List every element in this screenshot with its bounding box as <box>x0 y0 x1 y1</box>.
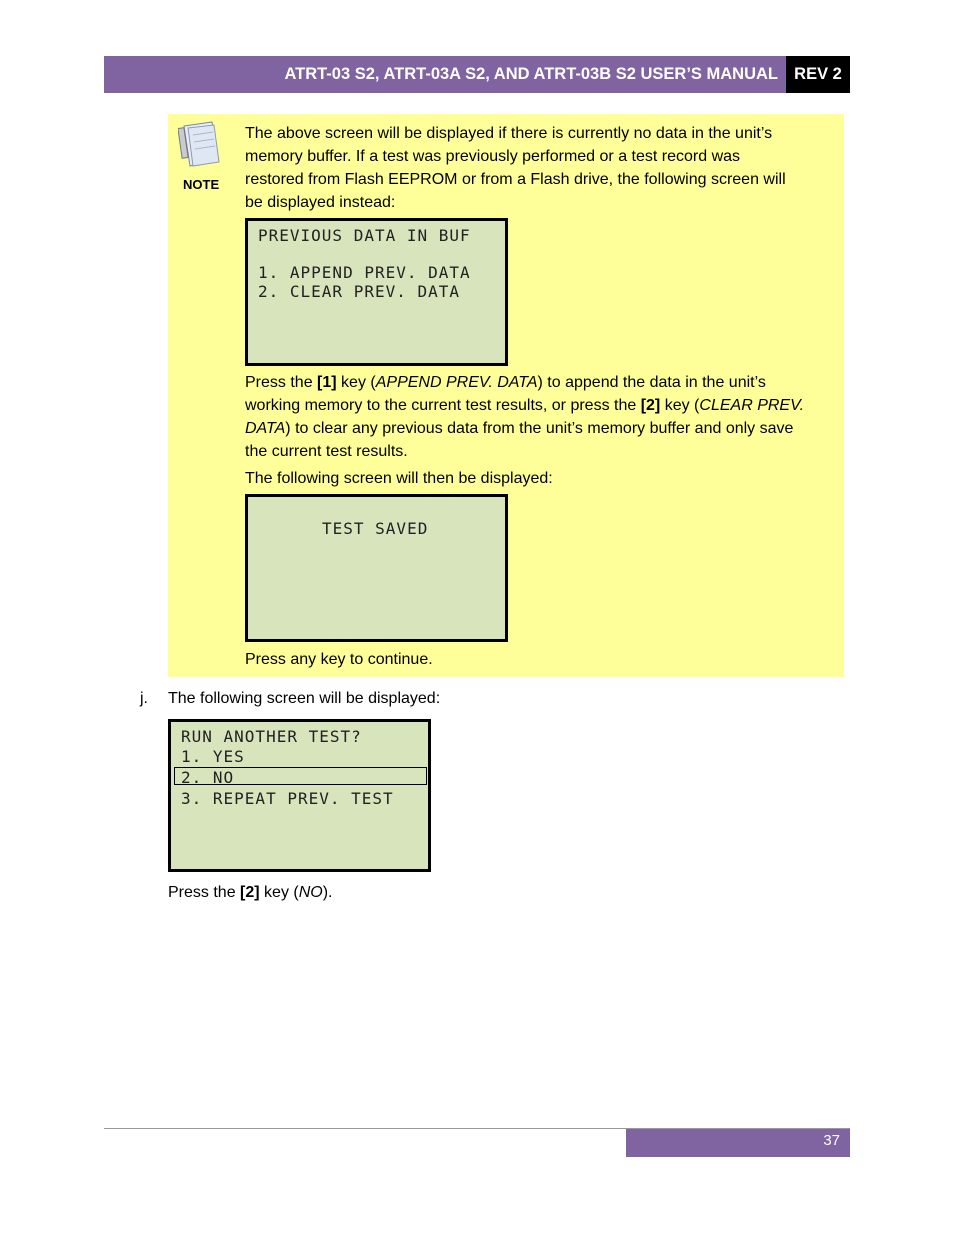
option-name: NO <box>298 884 323 901</box>
continue-text: Press any key to continue. <box>245 651 433 668</box>
text-run: ) to append the data in the unit’s <box>537 374 766 391</box>
text-run: ). <box>322 884 333 901</box>
lcd-run-another-test <box>168 719 431 872</box>
text-run: key ( <box>259 884 299 901</box>
lcd-line: 2. CLEAR PREV. DATA <box>258 282 461 301</box>
key-1: [1] <box>317 374 337 391</box>
manual-title: ATRT-03 S2, ATRT-03A S2, AND ATRT-03B S2 USER’S MANUAL <box>104 56 786 93</box>
lcd-line: 1. APPEND PREV. DATA <box>258 263 471 282</box>
step-j-text: The following screen will be displayed: <box>168 690 441 707</box>
page-header <box>104 56 850 93</box>
text-run: Press the <box>245 374 318 391</box>
note-intro-line: memory buffer. If a test was previously performed or a test record was <box>245 148 741 165</box>
page-number: 37 <box>626 1129 850 1157</box>
press-key-paragraph <box>245 371 843 463</box>
lcd-line-selected: 2. NO <box>181 768 235 787</box>
option-name: CLEAR PREV. <box>699 397 805 414</box>
key-2: [2] <box>640 397 661 414</box>
key-2: [2] <box>240 884 260 901</box>
text-run: key ( <box>336 374 376 391</box>
revision-badge: REV 2 <box>786 56 850 93</box>
lcd-line: PREVIOUS DATA IN BUF <box>258 226 471 245</box>
lcd-line: 1. YES <box>181 747 245 766</box>
lcd-test-saved <box>245 494 508 642</box>
lcd-line: RUN ANOTHER TEST? <box>181 727 362 746</box>
note-intro-line: be displayed instead: <box>245 194 396 211</box>
note-intro-line: The above screen will be displayed if there is currently no data in the unit’s <box>245 125 773 142</box>
note-intro-line: restored from Flash EEPROM or from a Flash drive, the following screen will <box>245 171 786 188</box>
option-name: APPEND PREV. DATA <box>375 374 538 391</box>
lcd-line: TEST SAVED <box>322 519 429 538</box>
text-run: ) to clear any previous data from the unit’s memory buffer and only save <box>285 420 794 437</box>
text-run: the current test results. <box>245 443 408 460</box>
following-screen-text: The following screen will then be displayed: <box>245 470 553 487</box>
text-run: working memory to the current test results, or press the <box>245 397 641 414</box>
lcd-previous-data <box>245 218 508 366</box>
lcd-line: 3. REPEAT PREV. TEST <box>181 789 394 808</box>
note-intro <box>245 122 840 214</box>
press-no-text <box>168 881 333 904</box>
text-run: key ( <box>660 397 700 414</box>
text-run: Press the <box>168 884 241 901</box>
option-name: DATA <box>245 420 286 437</box>
step-letter: j. <box>140 690 148 707</box>
notepad-icon <box>178 120 224 170</box>
note-label: NOTE <box>183 177 220 192</box>
